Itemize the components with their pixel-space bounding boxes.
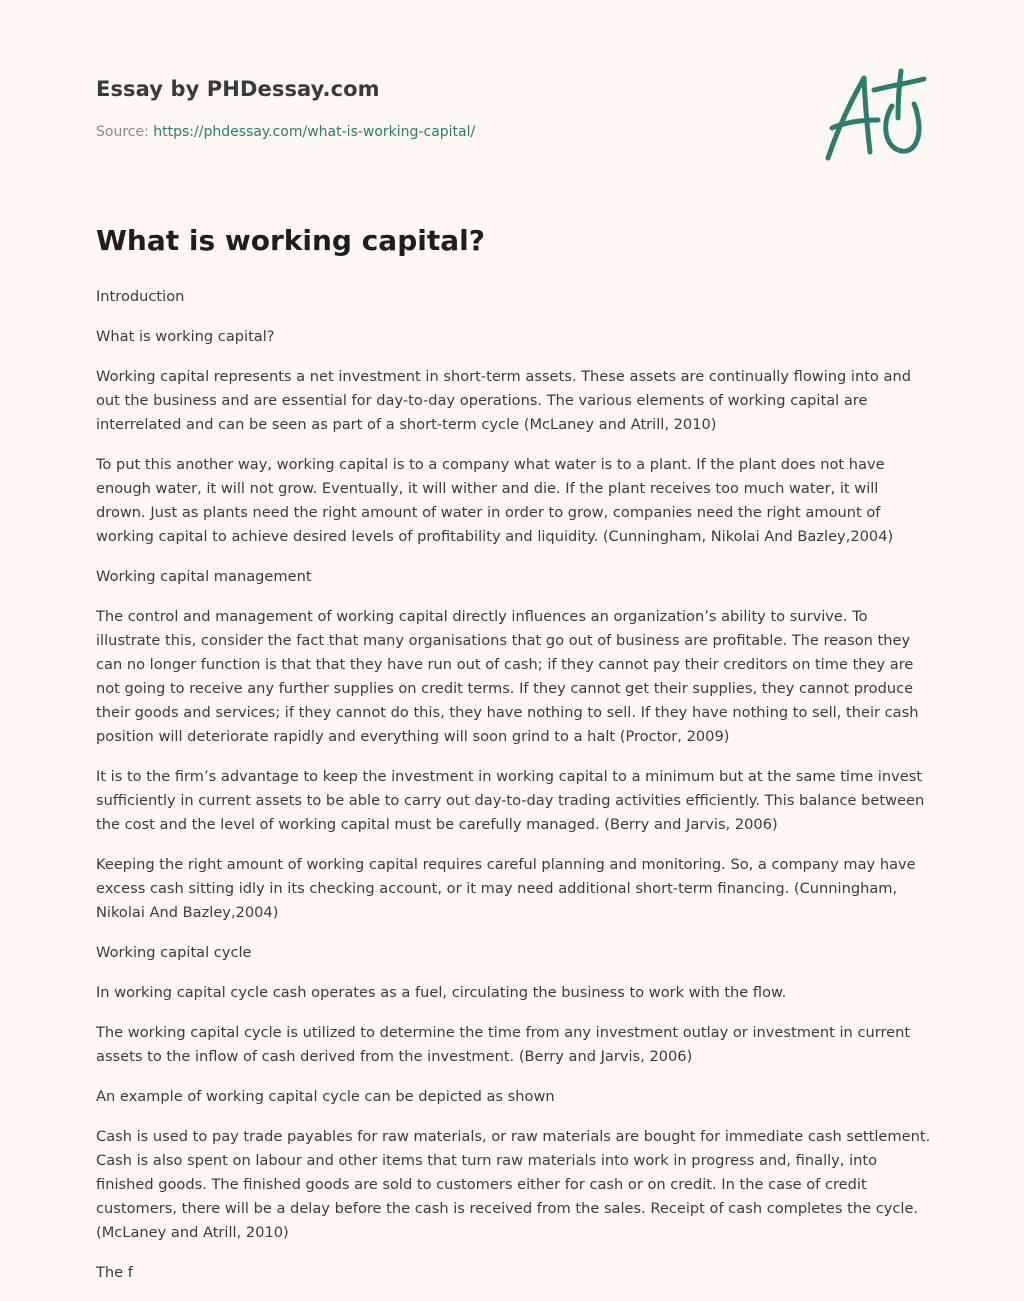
paragraph: To put this another way, working capital is to a company what water is to a plant. If the plant does not have enough water, it will not grow. Eventually, it will wither and die. If the plant receives too much water, it will drown. Just as plants need the right amount of water in order to grow, companies need the right amount of working capital to achieve desired levels of profitability and liquidity. (Cunningham, Nikolai And Bazley,2004) bbox=[96, 456, 894, 545]
paragraph: The working capital cycle is utilized to determine the time from any investment outlay or investment in current assets to the inflow of cash derived from the investment. (Berry and Jarvis, 2006) bbox=[96, 1024, 911, 1065]
source-link[interactable]: https://phdessay.com/what-is-working-capital/ bbox=[153, 124, 476, 140]
paragraph: Working capital represents a net investment in short-term assets. These assets are continually flowing into and out the business and are essential for day-to-day operations. The various elements of working capital are interrelated and can be seen as part of a short-term cycle (McLaney and Atrill, 2010) bbox=[96, 368, 911, 433]
paragraph: It is to the firm’s advantage to keep the investment in working capital to a minimum but at the same time invest sufficiently in current assets to be able to carry out day-to-day trading activities efficiently. This balance between the cost and the level of working capital must be carefully managed. (Berry and Jarvis, 2006) bbox=[96, 768, 925, 833]
section-heading-what-is: What is working capital? bbox=[96, 328, 275, 345]
paragraph: The control and management of working capital directly influences an organization’s ability to survive. To illustrate this, consider the fact that many organisations that go out of business are profitable. The reason they can no longer function is that that they have run out of cash; if they cannot pay their creditors on time they are not going to receive any further supplies on credit terms. If they cannot get their supplies, they cannot produce their goods and services; if they cannot do this, they have nothing to sell. If they have nothing to sell, their cash position will deteriorate rapidly and everything will soon grind to a halt (Proctor, 2009) bbox=[96, 608, 919, 745]
brand-title: Essay by PHDessay.com bbox=[96, 77, 380, 101]
source-line bbox=[96, 124, 475, 140]
paragraph: An example of working capital cycle can be depicted as shown bbox=[96, 1088, 555, 1105]
source-label: Source: bbox=[96, 124, 154, 140]
section-heading-introduction: Introduction bbox=[96, 288, 185, 305]
paragraph: Cash is used to pay trade payables for raw materials, or raw materials are bought for immediate cash settlement. Cash is also spent on labour and other items that turn raw materials into work in progress and, finally, into finished goods. The finished goods are sold to customers either for cash or on credit. In the case of credit customers, there will be a delay before the cash is received from the sales. Receipt of cash completes the cycle.(McLaney and Atrill, 2010) bbox=[96, 1128, 931, 1241]
section-heading-cycle: Working capital cycle bbox=[96, 944, 252, 961]
article-title: What is working capital? bbox=[96, 224, 485, 257]
paragraph: Keeping the right amount of working capital requires careful planning and monitoring. So, a company may have excess cash sitting idly in its checking account, or it may need additional short-term financing. (Cunningham, Nikolai And Bazley,2004) bbox=[96, 856, 916, 921]
section-heading-management: Working capital management bbox=[96, 568, 312, 585]
article-body bbox=[96, 285, 932, 1301]
truncated-paragraph: The f bbox=[96, 1264, 133, 1281]
paragraph: In working capital cycle cash operates as a fuel, circulating the business to work with the flow. bbox=[96, 984, 787, 1001]
a-plus-logo-icon bbox=[818, 66, 930, 166]
